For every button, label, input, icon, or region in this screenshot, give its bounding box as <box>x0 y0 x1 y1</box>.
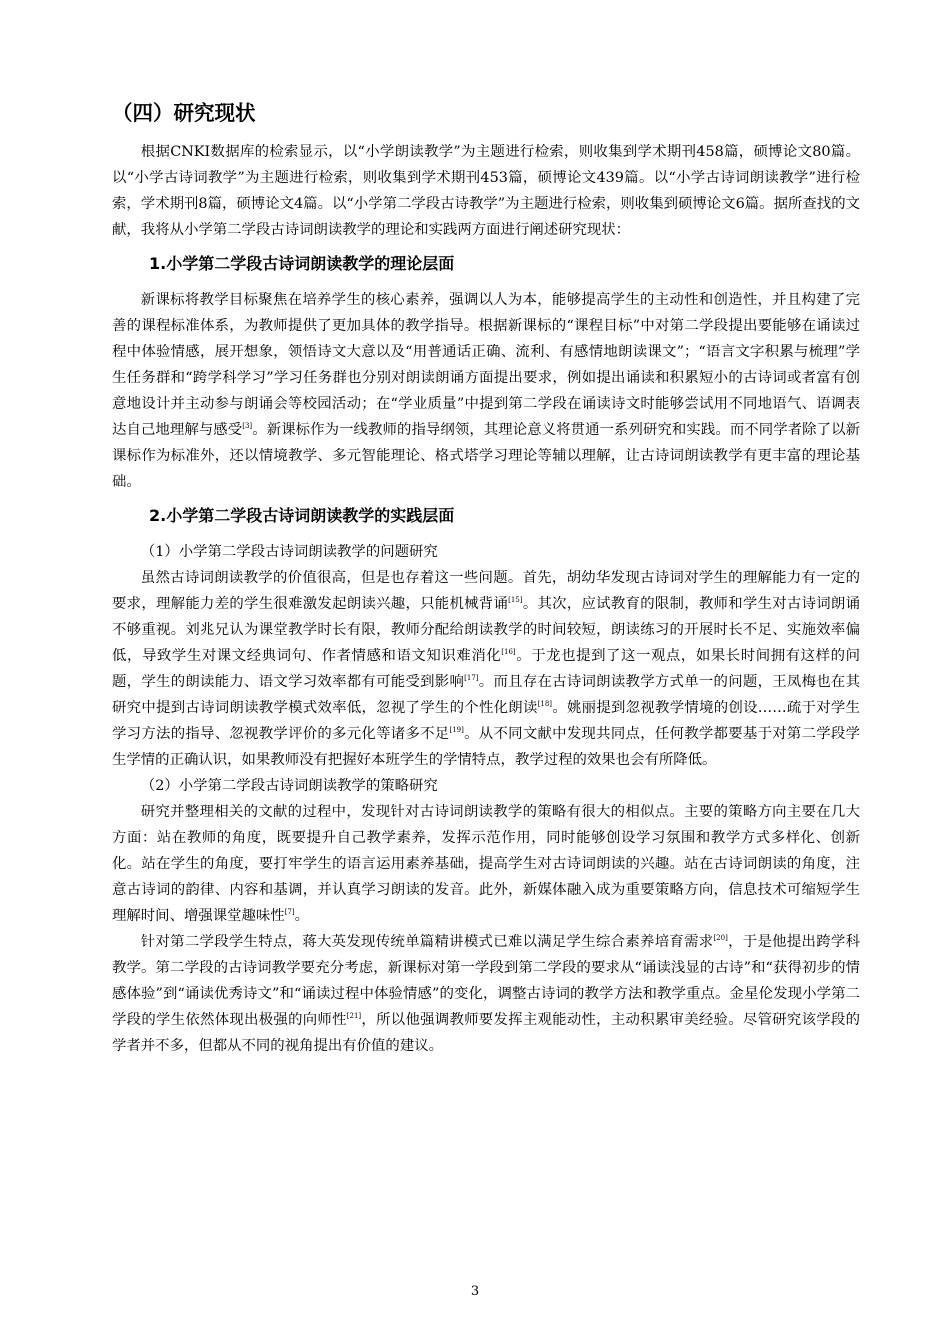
stage-text-b: ，于是他提出跨学科教学。第二学段的古诗词教学要充分考虑，新课标对第一学段到第二学段的要求从“诵读浅显的古诗”和“获得初步的情感体验”到“诵读优秀诗文”和“诵读过程中体验情感”的变化，调整古诗词的教学方法和教学重点。金星伦发现小学第二学段的学生依然体现出极强的向师性 <box>112 934 860 1028</box>
strategy-subheading: （2）小学第二学段古诗词朗读教学的策略研究 <box>140 778 438 794</box>
citation-3: [3] <box>242 422 253 430</box>
citation-18: [18] <box>537 700 553 708</box>
citation-21: [21] <box>346 1012 362 1020</box>
problem-paragraph <box>112 565 860 773</box>
citation-20: [20] <box>713 934 728 942</box>
intro-paragraph: 根据CNKI数据库的检索显示，以“小学朗读教学”为主题进行检索，则收集到学术期刊458篇，硕博论文80篇。以“小学古诗词教学”为主题进行检索，则收集到学术期刊453篇，硕博论文439篇。以“小学古诗词朗读教学”进行检索，学术期刊8篇，硕博论文4篇。以“小学第二学段古诗教学”为主题进行检索，则收集到硕博论文6篇。据所查找的文献，我将从小学第二学段古诗词朗读教学的理论和实践两方面进行阐述研究现状： <box>112 144 860 238</box>
strategy-text-b: 。 <box>294 908 310 924</box>
problem-subheading: （1）小学第二学段古诗词朗读教学的问题研究 <box>140 544 438 560</box>
page-content <box>112 98 860 1059</box>
problem-text-e: 。姚丽提到忽视教学情境的创设……疏于对学生学习方法的指导、忽视教学评价的多元化等诸多不足 <box>112 700 860 742</box>
problem-text-c: 。于龙也提到了这一观点，如果长时间拥有这样的问题，学生的朗读能力、语文学习效率都有可能受到影响 <box>112 648 860 690</box>
stage-text-c: ，所以他强调教师要发挥主观能动性，主动积累审美经验。尽管研究该学段的学者并不多，但都从不同的视角提出有价值的建议。 <box>112 1012 860 1054</box>
practice-heading: 2.小学第二学段古诗词朗读教学的实践层面 <box>149 506 455 525</box>
stage-paragraph <box>112 929 860 1059</box>
problem-text-b: 。其次，应试教育的限制，教师和学生对古诗词朗诵不够重视。刘兆兄认为课堂教学时长有限，教师分配给朗读教学的时间较短，朗读练习的开展时长不足、实施效率偏低，导致学生对课文经典词句、作者情感和语文知识难消化 <box>112 596 860 664</box>
citation-7: [7] <box>284 908 295 916</box>
problem-text-f: 。从不同文献中发现共同点，任何教学都要基于对第二学段学生学情的正确认识，如果教师没有把握好本班学生的学情特点，教学过程的效果也会有所降低。 <box>112 726 860 768</box>
theory-heading: 1.小学第二学段古诗词朗读教学的理论层面 <box>149 254 455 273</box>
stage-text-a: 针对第二学段学生特点，蒋大英发现传统单篇精讲模式已难以满足学生综合素养培育需求 <box>140 934 714 950</box>
citation-19: [19] <box>449 726 464 734</box>
problem-text-a: 虽然古诗词朗读教学的价值很高，但是也存着这一些问题。首先，胡幼华发现古诗词对学生的理解能力有一定的要求，理解能力差的学生很难激发起朗读兴趣，只能机械背诵 <box>112 570 860 612</box>
citation-16: [16] <box>501 648 516 656</box>
citation-17: [17] <box>464 674 479 682</box>
problem-text-d: 。而且存在古诗词朗读教学方式单一的问题，王凤梅也在其研究中提到古诗词朗读教学模式效率低，忽视了学生的个性化朗读 <box>112 674 860 716</box>
strategy-text-a: 研究并整理相关的文献的过程中，发现针对古诗词朗读教学的策略有很大的相似点。主要的策略方向主要在几大方面：站在教师的角度，既要提升自己教学素养，发挥示范作用，同时能够创设学习氛围和教学方式多样化、创新化。站在学生的角度，要打牢学生的语言运用素养基础，提高学生对古诗词朗读的兴趣。站在古诗词朗读的角度，注意古诗词的韵律、内容和基调，并认真学习朗读的发音。此外，新媒体融入成为重要策略方向，信息技术可缩短学生理解时间、增强课堂趣味性 <box>112 804 860 924</box>
section-title: （四）研究现状 <box>112 101 256 125</box>
citation-15: [15] <box>508 596 523 604</box>
theory-text-a: 新课标将教学目标聚焦在培养学生的核心素养，强调以人为本，能够提高学生的主动性和创造性，并且构建了完善的课程标准体系，为教师提供了更加具体的教学指导。根据新课标的“课程目标”中对第二学段提出要能够在诵读过程中体验情感，展开想象，领悟诗文大意以及“用普通话正确、流利、有感情地朗读课文”；“语言文字积累与梳理”学生任务群和“跨学科学习”学习任务群也分别对朗读朗诵方面提出要求，例如提出诵读和积累短小的古诗词或者富有创意地设计并主动参与朗诵会等校园活动；在“学业质量”中提到第二学段在诵读诗文时能够尝试用不同地语气、语调表达自己地理解与感受 <box>112 292 860 438</box>
theory-text-b: 。新课标作为一线教师的指导纲领，其理论意义将贯通一系列研究和实践。而不同学者除了以新课标作为标准外，还以情境教学、多元智能理论、格式塔学习理论等辅以理解，让古诗词朗读教学有更丰富的理论基础。 <box>112 422 860 490</box>
theory-paragraph <box>112 287 860 495</box>
strategy-paragraph <box>112 799 860 929</box>
page-number: 3 <box>470 1284 480 1299</box>
